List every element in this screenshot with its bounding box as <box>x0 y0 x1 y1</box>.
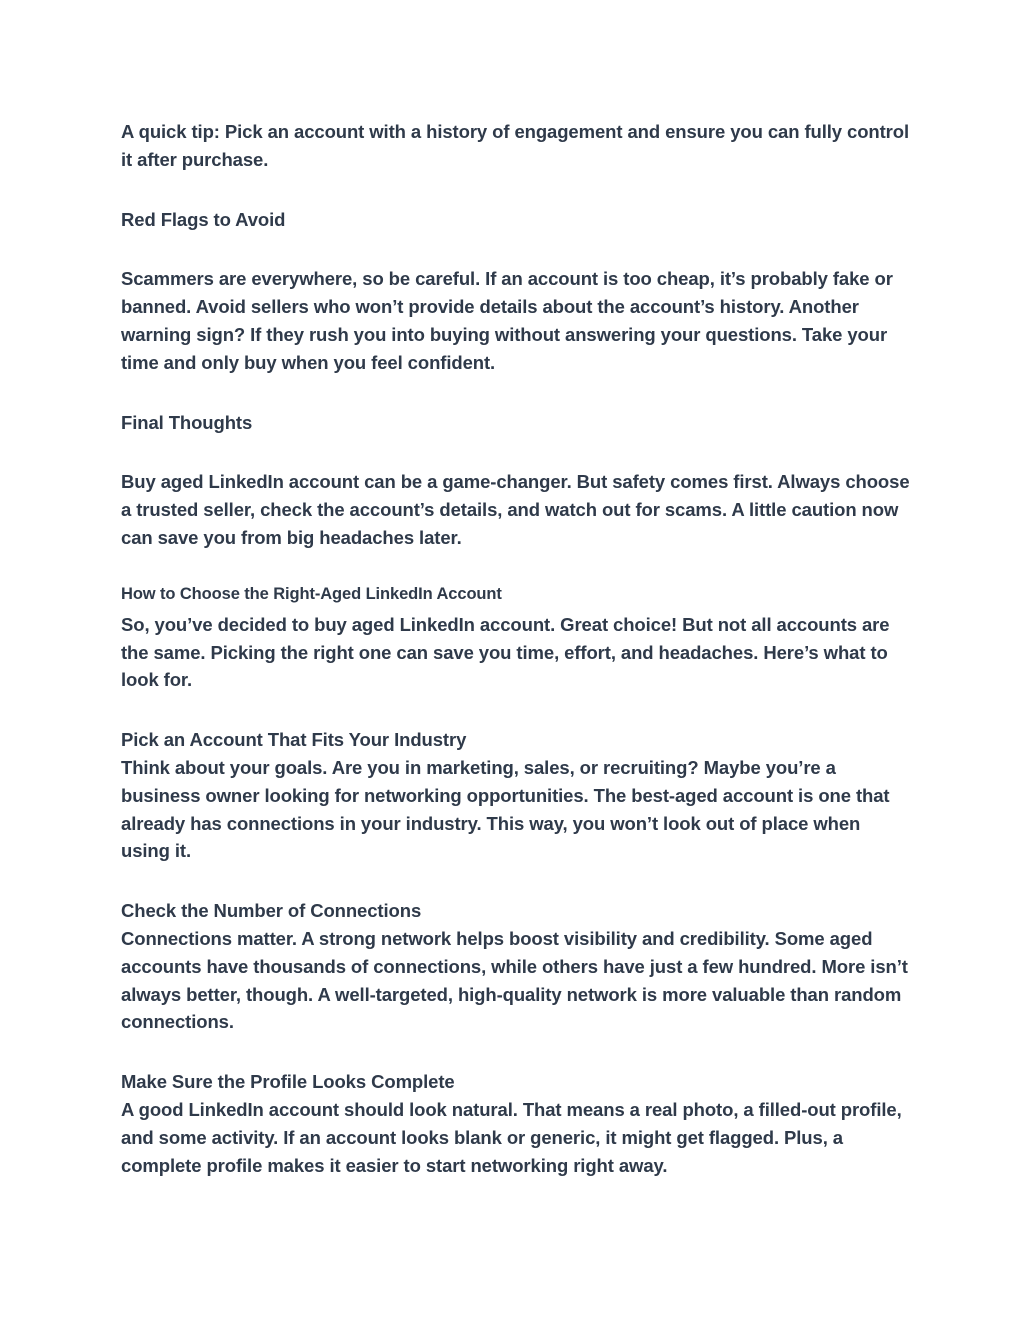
red-flags-heading: Red Flags to Avoid <box>121 208 286 230</box>
industry-paragraph: Think about your goals. Are you in marketing, sales, or recruiting? Maybe you’re a business owner looking for networking opportunities. The best-aged account is one that already has connections in your industry. This way, you won’t look out of place when using it. <box>121 756 890 862</box>
final-thoughts-heading: Final Thoughts <box>121 411 253 433</box>
profile-paragraph: A good LinkedIn account should look natural. That means a real photo, a filled-out profile, and some activity. If an account looks blank or generic, it might get flagged. Plus, a complete profile makes it easier to start networking right away. <box>121 1098 902 1176</box>
document-page <box>121 118 911 1179</box>
connections-paragraph: Connections matter. A strong network helps boost visibility and credibility. Some aged accounts have thousands of connections, while others have just a few hundred. More isn’t always better, though. A well-targeted, high-quality network is more valuable than random connections. <box>121 927 908 1033</box>
choose-account-heading: How to Choose the Right-Aged LinkedIn Account <box>121 584 502 603</box>
industry-heading: Pick an Account That Fits Your Industry <box>121 729 467 751</box>
red-flags-paragraph: Scammers are everywhere, so be careful. If an account is too cheap, it’s probably fake or banned. Avoid sellers who won’t provide details about the account’s history. Another warning sign? If they rush you into buying without answering your questions. Take your time and only buy when you feel confident. <box>121 268 893 373</box>
profile-heading: Make Sure the Profile Looks Complete <box>121 1071 455 1093</box>
choose-account-paragraph: So, you’ve decided to buy aged LinkedIn account. Great choice! But not all accounts are the same. Picking the right one can save you time, effort, and headaches. Here’s what to look for. <box>121 613 890 691</box>
connections-heading: Check the Number of Connections <box>121 900 422 922</box>
final-thoughts-paragraph: Buy aged LinkedIn account can be a game-changer. But safety comes first. Always choose a trusted seller, check the account’s details, and watch out for scams. A little caution now can save you from big headaches later. <box>121 471 910 548</box>
tip-paragraph: A quick tip: Pick an account with a history of engagement and ensure you can fully control it after purchase. <box>121 121 910 170</box>
